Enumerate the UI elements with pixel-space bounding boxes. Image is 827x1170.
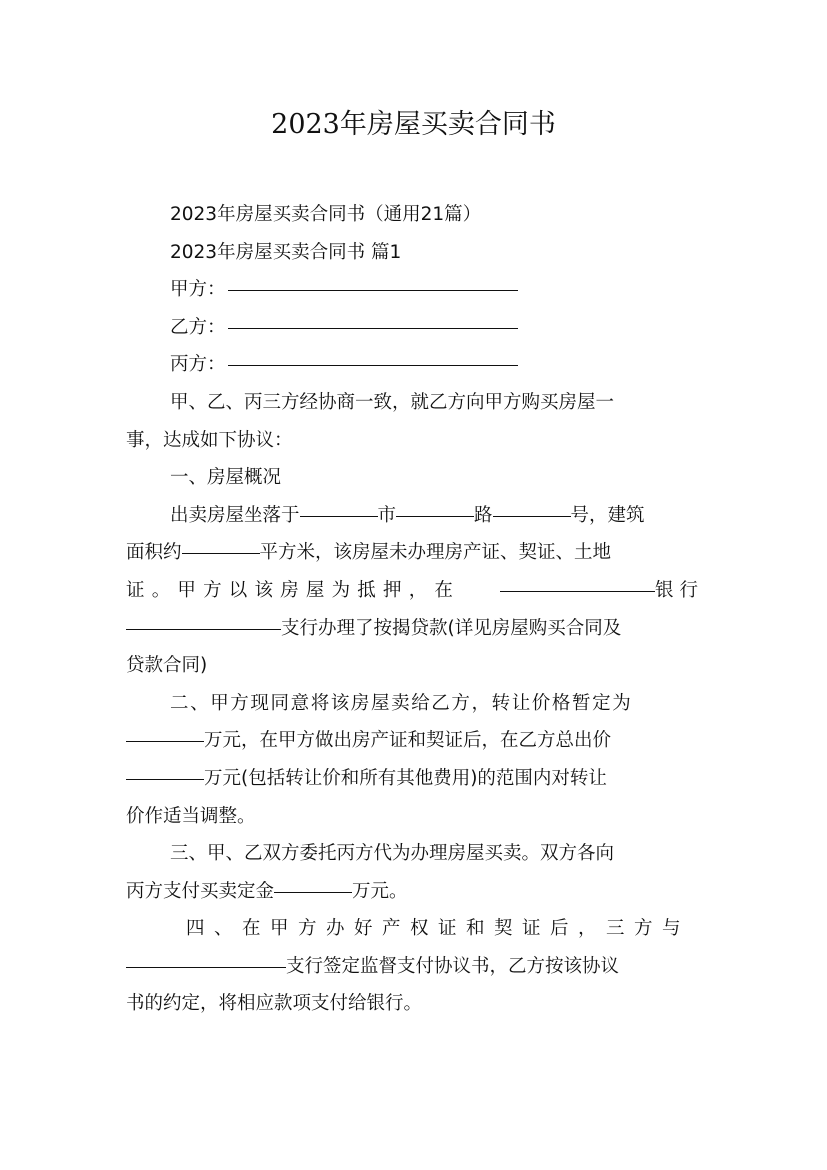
clause-4-line-1: 四、在甲方办好产权证和契证后，三方与 <box>186 918 691 940</box>
mortgage-text: 证。甲方以该房屋为抵押，在 <box>126 579 461 601</box>
number-label: 号，建筑 <box>570 504 645 526</box>
intro-line-2: 事，达成如下协议： <box>126 429 293 451</box>
clause-3-line-2 <box>126 873 704 911</box>
party-c-blank <box>228 365 518 366</box>
deposit-blank <box>274 892 352 893</box>
clause-2-line-4: 价作适当调整。 <box>126 805 256 827</box>
clause-4-line-2 <box>126 948 704 986</box>
party-a-label: 甲方： <box>170 279 226 301</box>
party-a-blank <box>228 290 518 291</box>
road-label: 路 <box>474 504 493 526</box>
document-title: 2023年房屋买卖合同书 <box>271 109 556 140</box>
total-price-text: 万元(包括转让价和所有其他费用)的范围内对转让 <box>204 767 607 789</box>
clause-1-line-3 <box>126 572 704 610</box>
clause-1-line-5: 贷款合同) <box>126 655 208 677</box>
clause-2-line-3 <box>126 760 704 798</box>
supervise-branch-blank <box>126 967 286 968</box>
road-blank <box>396 516 474 517</box>
party-b-blank <box>228 328 518 329</box>
clause-2-line-1: 二、甲方现同意将该房屋卖给乙方，转让价格暂定为 <box>170 692 633 714</box>
party-b-label: 乙方： <box>170 316 226 338</box>
branch-blank <box>126 629 281 630</box>
deposit-unit: 万元。 <box>352 880 408 902</box>
clause-3-line-1: 三、甲、乙双方委托丙方代为办理房屋买卖。双方各向 <box>170 843 615 865</box>
clause-1-heading: 一、房屋概况 <box>170 467 282 489</box>
supervise-text: 支行签定监督支付协议书，乙方按该协议 <box>286 955 620 977</box>
city-label: 市 <box>377 504 397 526</box>
branch-loan-text: 支行办理了按揭贷款(详见房屋购买合同及 <box>281 617 622 639</box>
total-price-blank <box>126 779 204 780</box>
party-a-line <box>126 271 704 309</box>
clause-4-line-3: 书的约定，将相应款项支付给银行。 <box>126 993 423 1015</box>
clause-1-location-label: 出卖房屋坐落于 <box>170 504 300 526</box>
bank-label: 银行 <box>654 579 704 601</box>
party-c-label: 丙方： <box>170 354 226 376</box>
price-text: 万元，在甲方做出房产证和契证后，在乙方总出价 <box>204 730 612 752</box>
party-b-line <box>126 309 704 347</box>
intro-line-1: 甲、乙、丙三方经协商一致，就乙方向甲方购买房屋一 <box>170 391 615 413</box>
area-label: 面积约 <box>126 542 182 564</box>
clause-1-line-1 <box>126 497 704 535</box>
number-blank <box>493 516 571 517</box>
bank-group <box>500 572 704 610</box>
bank-blank <box>500 591 655 592</box>
price-blank <box>126 741 204 742</box>
city-blank <box>300 516 378 517</box>
document-body <box>126 196 704 1023</box>
clause-1-line-4 <box>126 610 704 648</box>
document-subtitle: 2023年房屋买卖合同书（通用21篇） <box>170 204 482 225</box>
deposit-label: 丙方支付买卖定金 <box>126 880 275 902</box>
party-c-line <box>126 346 704 384</box>
area-unit-text: 平方米，该房屋未办理房产证、契证、土地 <box>259 542 612 564</box>
clause-2-line-2 <box>126 722 704 760</box>
clause-1-line-2 <box>126 534 704 572</box>
area-blank <box>182 553 260 554</box>
section-heading: 2023年房屋买卖合同书 篇1 <box>170 241 402 263</box>
